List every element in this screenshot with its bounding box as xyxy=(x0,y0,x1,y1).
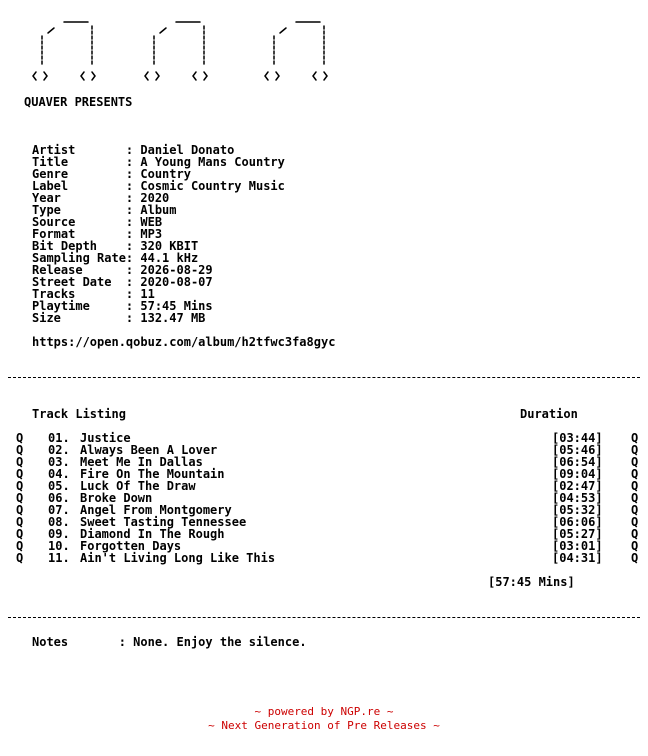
track-duration: [05:27] xyxy=(552,527,603,541)
track-number: 02. xyxy=(48,443,70,457)
track-duration: [05:46] xyxy=(552,443,603,457)
track-marker: Q xyxy=(631,467,639,481)
info-label: Title xyxy=(32,155,126,169)
album-url[interactable]: https://open.qobuz.com/album/h2tfwc3fa8gyc xyxy=(32,335,336,349)
divider xyxy=(8,377,640,378)
track-duration: [09:04] xyxy=(552,467,603,481)
track-title: Diamond In The Rough xyxy=(80,527,225,541)
track-marker: Q xyxy=(631,527,639,541)
track-title: Sweet Tasting Tennessee xyxy=(80,515,247,529)
info-value: Album xyxy=(140,203,177,217)
track-title: Always Been A Lover xyxy=(80,443,218,457)
track-title: Luck Of The Draw xyxy=(80,479,196,493)
track-number: 05. xyxy=(48,479,70,493)
info-label: Format xyxy=(32,227,126,241)
info-label: Sampling Rate xyxy=(32,251,126,265)
track-marker: Q xyxy=(16,551,24,565)
track-duration: [05:32] xyxy=(552,503,603,517)
track-marker: Q xyxy=(16,443,24,457)
track-marker: Q xyxy=(16,431,24,445)
info-label: Release xyxy=(32,263,126,277)
track-marker: Q xyxy=(16,491,24,505)
info-label: Genre xyxy=(32,167,126,181)
track-listing-heading: Track Listing xyxy=(32,407,126,421)
track-marker: Q xyxy=(16,503,24,517)
info-row xyxy=(32,312,285,324)
info-value: 57:45 Mins xyxy=(140,299,213,313)
info-separator: : xyxy=(125,167,141,181)
info-value: Daniel Donato xyxy=(140,143,235,157)
track-duration: [02:47] xyxy=(552,479,603,493)
track-title: Justice xyxy=(80,431,131,445)
info-separator: : xyxy=(125,251,141,265)
track-duration: [04:31] xyxy=(552,551,603,565)
track-marker: Q xyxy=(631,491,639,505)
info-label: Playtime xyxy=(32,299,126,313)
info-separator: : xyxy=(125,203,141,217)
total-playtime: [57:45 Mins] xyxy=(488,575,575,589)
info-separator: : xyxy=(125,239,141,253)
notes-label: Notes : xyxy=(32,635,134,649)
info-value: 2020 xyxy=(140,191,170,205)
track-marker: Q xyxy=(631,479,639,493)
track-row xyxy=(16,552,640,564)
track-duration: [03:44] xyxy=(552,431,603,445)
presents-heading: QUAVER PRESENTS xyxy=(24,95,133,109)
info-label: Artist xyxy=(32,143,126,157)
info-value: MP3 xyxy=(140,227,163,241)
info-label: Year xyxy=(32,191,126,205)
info-separator: : xyxy=(125,263,141,277)
track-number: 09. xyxy=(48,527,70,541)
track-number: 07. xyxy=(48,503,70,517)
info-value: 2026-08-29 xyxy=(140,263,213,277)
track-marker: Q xyxy=(16,539,24,553)
info-value: WEB xyxy=(140,215,163,229)
quaver-ascii-logo xyxy=(32,14,342,84)
info-value: 2020-08-07 xyxy=(140,275,213,289)
footer-powered-by[interactable]: ~ powered by NGP.re ~ xyxy=(254,705,394,718)
track-title: Meet Me In Dallas xyxy=(80,455,203,469)
info-separator: : xyxy=(125,227,141,241)
info-separator: : xyxy=(125,179,141,193)
track-marker: Q xyxy=(16,467,24,481)
track-title: Broke Down xyxy=(80,491,153,505)
info-separator: : xyxy=(125,299,141,313)
track-number: 01. xyxy=(48,431,70,445)
track-number: 03. xyxy=(48,455,70,469)
track-list xyxy=(16,432,640,564)
info-separator: : xyxy=(125,155,141,169)
footer-tagline: ~ Next Generation of Pre Releases ~ xyxy=(208,719,440,732)
track-marker: Q xyxy=(631,431,639,445)
track-title: Angel From Montgomery xyxy=(80,503,232,517)
track-duration: [06:06] xyxy=(552,515,603,529)
info-value: Cosmic Country Music xyxy=(140,179,285,193)
track-number: 04. xyxy=(48,467,70,481)
track-number: 08. xyxy=(48,515,70,529)
track-marker: Q xyxy=(16,515,24,529)
track-marker: Q xyxy=(16,479,24,493)
track-duration: [03:01] xyxy=(552,539,603,553)
info-label: Street Date xyxy=(32,275,126,289)
info-label: Source xyxy=(32,215,126,229)
info-label: Label xyxy=(32,179,126,193)
track-title: Fire On The Mountain xyxy=(80,467,225,481)
info-separator: : xyxy=(125,287,141,301)
info-value: A Young Mans Country xyxy=(140,155,285,169)
info-value: 132.47 MB xyxy=(140,311,206,325)
release-info xyxy=(32,144,285,324)
info-separator: : xyxy=(125,275,141,289)
info-value: 320 KBIT xyxy=(140,239,199,253)
track-duration: [06:54] xyxy=(552,455,603,469)
info-label: Tracks xyxy=(32,287,126,301)
info-separator: : xyxy=(125,143,141,157)
track-marker: Q xyxy=(631,515,639,529)
track-title: Ain't Living Long Like This xyxy=(80,551,276,565)
track-marker: Q xyxy=(631,443,639,457)
track-marker: Q xyxy=(16,455,24,469)
info-label: Bit Depth xyxy=(32,239,126,253)
divider xyxy=(8,617,640,618)
notes-line xyxy=(32,636,307,648)
track-duration: [04:53] xyxy=(552,491,603,505)
info-separator: : xyxy=(125,191,141,205)
info-value: 11 xyxy=(140,287,155,301)
info-value: 44.1 kHz xyxy=(140,251,199,265)
track-marker: Q xyxy=(631,551,639,565)
track-marker: Q xyxy=(16,527,24,541)
duration-heading: Duration xyxy=(520,407,578,421)
track-number: 11. xyxy=(48,551,70,565)
track-marker: Q xyxy=(631,503,639,517)
track-title: Forgotten Days xyxy=(80,539,182,553)
info-value: Country xyxy=(140,167,191,181)
notes-value: None. Enjoy the silence. xyxy=(133,635,307,649)
track-marker: Q xyxy=(631,539,639,553)
info-separator: : xyxy=(125,311,141,325)
info-label: Type xyxy=(32,203,126,217)
track-number: 06. xyxy=(48,491,70,505)
info-separator: : xyxy=(125,215,141,229)
track-marker: Q xyxy=(631,455,639,469)
track-number: 10. xyxy=(48,539,70,553)
info-label: Size xyxy=(32,311,126,325)
